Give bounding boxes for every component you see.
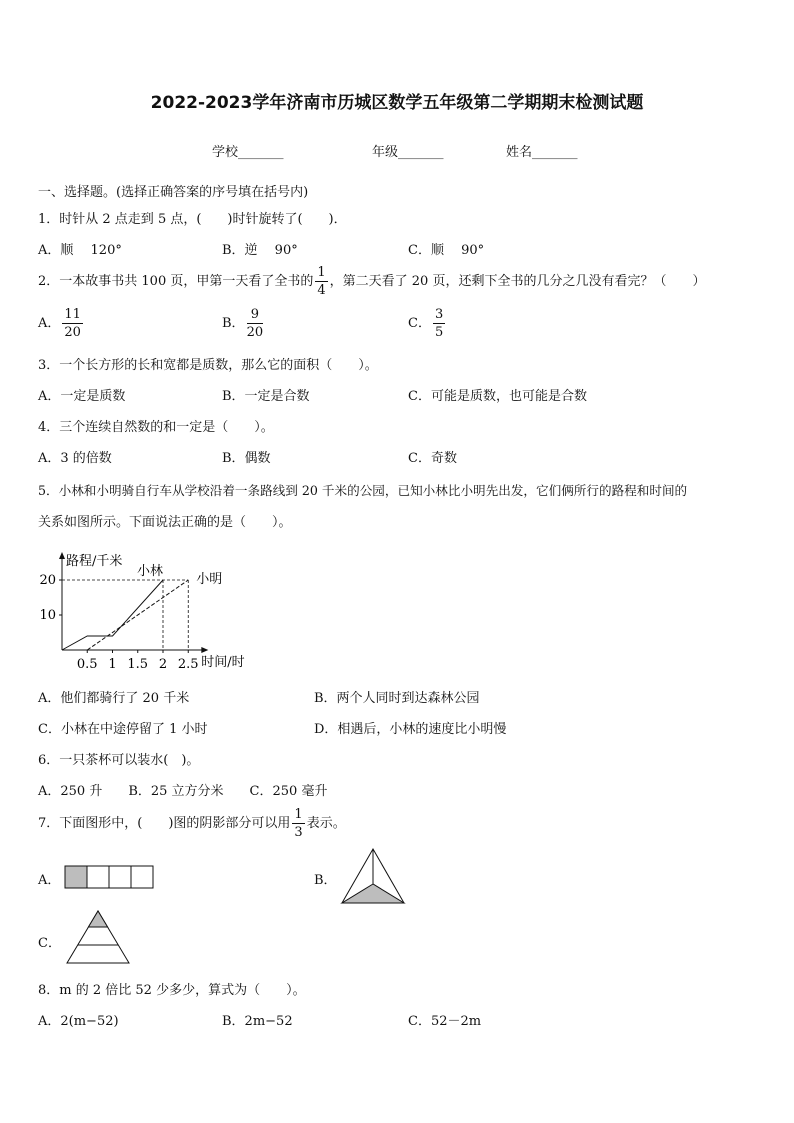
q6-options: A．250 升 B．25 立方分米 C．250 毫升 — [38, 784, 328, 799]
question-6: 6．一只茶杯可以装水( )。 — [38, 753, 200, 768]
q2-b-num: 9 — [247, 308, 264, 324]
question-2 — [38, 266, 705, 297]
question-4: 4．三个连续自然数的和一定是（ ）。 — [38, 420, 274, 435]
q1-option-b: B．逆 90° — [222, 243, 298, 258]
q7-option-c-label: C． — [38, 936, 61, 951]
q5-option-a: A．他们都骑行了 20 千米 — [38, 691, 190, 706]
q2-a-fraction — [62, 308, 83, 339]
q1-option-a: A．顺 120° — [38, 243, 122, 258]
x-tick-label: 2 — [158, 657, 168, 672]
q7-fraction — [292, 808, 304, 839]
q2-b-den: 20 — [246, 325, 264, 340]
q7-option-a-label: A． — [38, 873, 61, 888]
shaded-top — [88, 911, 107, 927]
q3-option-b: B．一定是合数 — [222, 389, 310, 404]
q5-option-b: B．两个人同时到达森林公园 — [314, 691, 480, 706]
q7-frac-num: 1 — [294, 807, 303, 822]
q2-a-den: 20 — [64, 325, 81, 340]
q4-option-b: B．偶数 — [222, 451, 271, 466]
q7-option-b-label: B． — [314, 873, 337, 888]
series-label: 小明 — [196, 572, 223, 587]
question-8: 8．m 的 2 倍比 52 少多少，算式为（ ）。 — [38, 983, 306, 998]
question-7 — [38, 808, 346, 839]
q3-option-c: C．可能是质数，也可能是合数 — [408, 389, 587, 404]
q4-option-a: A．3 的倍数 — [38, 451, 112, 466]
q2-c-num: 3 — [434, 307, 444, 322]
q2-option-b — [222, 308, 265, 339]
q2-a-num: 11 — [64, 307, 81, 322]
q2-frac-den: 4 — [317, 283, 326, 298]
cell — [87, 866, 109, 888]
x-axis-arrow — [201, 647, 208, 653]
x-axis-label: 时间/时 — [201, 655, 245, 670]
q2-a-label: A． — [38, 316, 61, 331]
q2-c-den: 5 — [434, 325, 444, 340]
question-1: 1．时针从 2 点走到 5 点，( )时针旋转了( )． — [38, 212, 347, 227]
q7-option-c-figure — [64, 908, 132, 966]
q7-text-start: 7．下面图形中，( )图的阴影部分可以用 — [38, 816, 291, 831]
q3-option-a: A．一定是质数 — [38, 389, 126, 404]
q2-fraction — [315, 266, 327, 297]
series-label: 小林 — [136, 564, 163, 579]
grade-field: 年级_______ — [372, 145, 444, 160]
q2-c-fraction — [433, 308, 445, 339]
q2-b-label: B． — [222, 316, 245, 331]
q2-text-start: 2．一本故事书共 100 页，甲第一天看了全书的 — [38, 274, 314, 289]
page-title: 2022-2023学年济南市历城区数学五年级第二学期期末检测试题 — [150, 93, 644, 113]
section-heading: 一、选择题。(选择正确答案的序号填在括号内) — [38, 185, 309, 200]
x-tick-label: 2.5 — [177, 657, 199, 672]
q2-c-label: C． — [408, 316, 431, 331]
q2-option-c — [408, 308, 447, 339]
x-tick-label: 1 — [108, 657, 117, 672]
q8-option-c: C．52－2m — [408, 1014, 482, 1029]
question-5-line-2: 关系如图所示。下面说法正确的是（ ）。 — [38, 515, 292, 530]
distance-time-chart — [36, 548, 276, 672]
q5-option-d: D．相遇后，小林的速度比小明慢 — [314, 722, 507, 737]
series-line-小林 — [62, 580, 163, 650]
y-axis-label: 路程/千米 — [66, 554, 123, 569]
q7-option-b-figure — [339, 846, 407, 906]
question-5-line-1: 5．小林和小明骑自行车从学校沿着一条路线到 20 千米的公园，已知小林比小明先出发，它们俩所行的路程和时间的 — [38, 483, 688, 498]
shaded-cell — [65, 866, 87, 888]
x-tick-label: 1.5 — [127, 657, 149, 672]
x-tick-label: 0.5 — [76, 657, 98, 672]
q2-text-end: ，第二天看了 20 页，还剩下全书的几分之几没有看完？（ ） — [329, 274, 706, 289]
school-field: 学校_______ — [212, 145, 284, 160]
y-tick-label: 10 — [39, 608, 56, 623]
q2-b-fraction — [247, 308, 264, 339]
q8-option-a: A．2(m−52) — [38, 1014, 119, 1029]
series-line-小明 — [87, 580, 188, 650]
q7-text-end: 表示。 — [306, 816, 346, 831]
y-tick-label: 20 — [39, 573, 56, 588]
q4-option-c: C．奇数 — [408, 451, 457, 466]
q1-option-c: C．顺 90° — [408, 243, 485, 258]
question-3: 3．一个长方形的长和宽都是质数，那么它的面积（ ）。 — [38, 358, 378, 373]
name-field: 姓名_______ — [506, 145, 578, 160]
q7-option-a-figure — [64, 865, 156, 891]
q7-frac-den: 3 — [294, 825, 303, 840]
y-axis-arrow — [59, 552, 65, 559]
q2-option-a — [38, 308, 85, 339]
q2-frac-num: 1 — [317, 265, 326, 280]
q8-option-b: B．2m−52 — [222, 1014, 293, 1029]
cell — [131, 866, 153, 888]
cell — [109, 866, 131, 888]
q5-option-c: C．小林在中途停留了 1 小时 — [38, 722, 208, 737]
